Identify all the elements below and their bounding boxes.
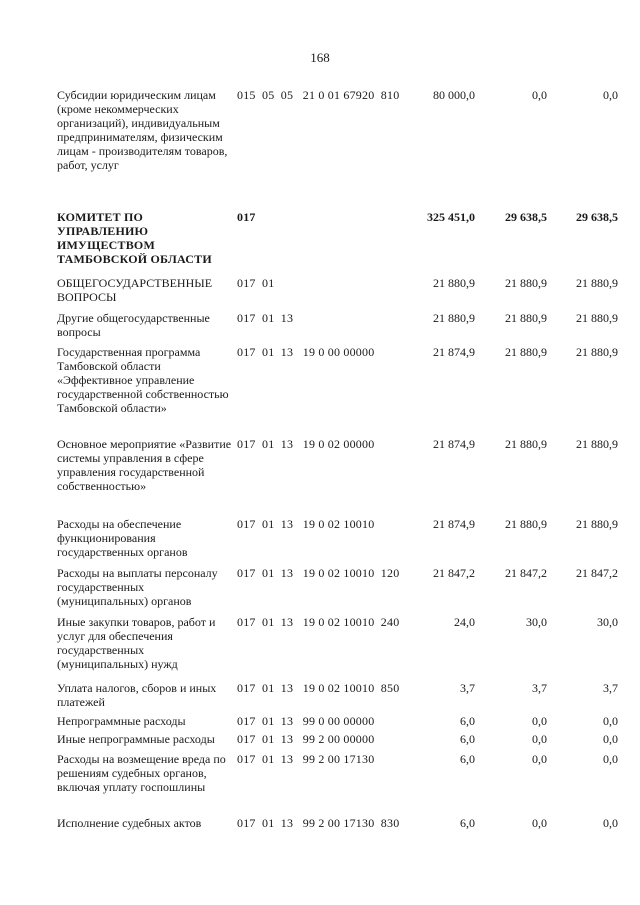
row-value-2: 21 880,9: [505, 517, 547, 531]
row-value-1: 6,0: [460, 752, 475, 766]
row-value-3: 0,0: [603, 752, 618, 766]
row-code: 015 05 05 21 0 01 67920 810: [237, 88, 400, 102]
page-number: 168: [310, 50, 330, 65]
row-value-1: 6,0: [460, 714, 475, 728]
row-value-3: 21 880,9: [576, 517, 618, 531]
row-description: ОБЩЕГОСУДАРСТВЕННЫЕ ВОПРОСЫ: [57, 276, 213, 304]
row-code: 017: [237, 210, 256, 224]
row-value-3: 0,0: [603, 88, 618, 102]
row-description: Государственная программа Тамбовской области «Эффективное управление государственной собственностью Тамбовской области»: [57, 345, 229, 415]
row-description: КОМИТЕТ ПО УПРАВЛЕНИЮ ИМУЩЕСТВОМ ТАМБОВСКОЙ ОБЛАСТИ: [57, 210, 212, 266]
row-value-1: 21 874,9: [433, 517, 475, 531]
row-value-1: 3,7: [460, 681, 475, 695]
row-value-3: 21 880,9: [576, 345, 618, 359]
row-value-2: 0,0: [532, 752, 547, 766]
row-code: 017 01: [237, 276, 275, 290]
row-code: 017 01 13 99 2 00 00000: [237, 732, 375, 746]
row-value-2: 3,7: [532, 681, 547, 695]
row-code: 017 01 13 19 0 02 10010 240: [237, 615, 400, 629]
row-code: 017 01 13 99 2 00 17130: [237, 752, 375, 766]
row-description: Исполнение судебных актов: [57, 816, 202, 830]
row-value-2: 0,0: [532, 732, 547, 746]
row-value-3: 29 638,5: [576, 210, 618, 224]
row-value-3: 21 847,2: [576, 566, 618, 580]
row-value-1: 325 451,0: [427, 210, 475, 224]
row-value-2: 21 880,9: [505, 311, 547, 325]
row-value-2: 21 880,9: [505, 276, 547, 290]
row-code: 017 01 13 19 0 02 00000: [237, 437, 375, 451]
row-description: Другие общегосударственные вопросы: [57, 311, 210, 339]
row-value-2: 0,0: [532, 714, 547, 728]
row-description: Непрограммные расходы: [57, 714, 186, 728]
row-value-3: 30,0: [597, 615, 618, 629]
row-value-3: 21 880,9: [576, 437, 618, 451]
row-code: 017 01 13 19 0 02 10010 120: [237, 566, 400, 580]
row-description: Иные непрограммные расходы: [57, 732, 215, 746]
row-value-1: 24,0: [454, 615, 475, 629]
row-value-3: 0,0: [603, 816, 618, 830]
row-description: Иные закупки товаров, работ и услуг для обеспечения государственных (муниципальных) нужд: [57, 615, 216, 671]
row-value-3: 21 880,9: [576, 311, 618, 325]
row-value-1: 21 880,9: [433, 311, 475, 325]
row-value-1: 80 000,0: [433, 88, 475, 102]
row-value-3: 0,0: [603, 714, 618, 728]
row-code: 017 01 13 99 2 00 17130 830: [237, 816, 400, 830]
row-value-1: 6,0: [460, 732, 475, 746]
row-code: 017 01 13 19 0 02 10010 850: [237, 681, 400, 695]
row-value-1: 21 874,9: [433, 437, 475, 451]
row-description: Расходы на выплаты персоналу государственных (муниципальных) органов: [57, 566, 218, 608]
row-value-2: 21 880,9: [505, 345, 547, 359]
row-value-1: 21 874,9: [433, 345, 475, 359]
row-value-2: 30,0: [526, 615, 547, 629]
row-value-3: 3,7: [603, 681, 618, 695]
row-code: 017 01 13 19 0 02 10010: [237, 517, 375, 531]
row-description: Основное мероприятие «Развитие системы управления в сфере управления государственной собственностью»: [57, 437, 232, 493]
row-value-3: 21 880,9: [576, 276, 618, 290]
row-value-2: 29 638,5: [505, 210, 547, 224]
row-description: Уплата налогов, сборов и иных платежей: [57, 681, 217, 709]
row-value-1: 21 847,2: [433, 566, 475, 580]
row-value-2: 0,0: [532, 816, 547, 830]
row-value-1: 21 880,9: [433, 276, 475, 290]
row-description: Расходы на обеспечение функционирования государственных органов: [57, 517, 188, 559]
row-code: 017 01 13 99 0 00 00000: [237, 714, 375, 728]
row-value-2: 21 880,9: [505, 437, 547, 451]
row-code: 017 01 13: [237, 311, 294, 325]
row-description: Расходы на возмещение вреда по решениям судебных органов, включая уплату госпошлины: [57, 752, 226, 794]
row-code: 017 01 13 19 0 00 00000: [237, 345, 375, 359]
row-value-2: 0,0: [532, 88, 547, 102]
row-value-1: 6,0: [460, 816, 475, 830]
row-value-2: 21 847,2: [505, 566, 547, 580]
row-value-3: 0,0: [603, 732, 618, 746]
row-description: Субсидии юридическим лицам (кроме некоммерческих организаций), индивидуальным предпринимателям, физическим лицам - производителям товаров, работ, услуг: [57, 88, 228, 172]
